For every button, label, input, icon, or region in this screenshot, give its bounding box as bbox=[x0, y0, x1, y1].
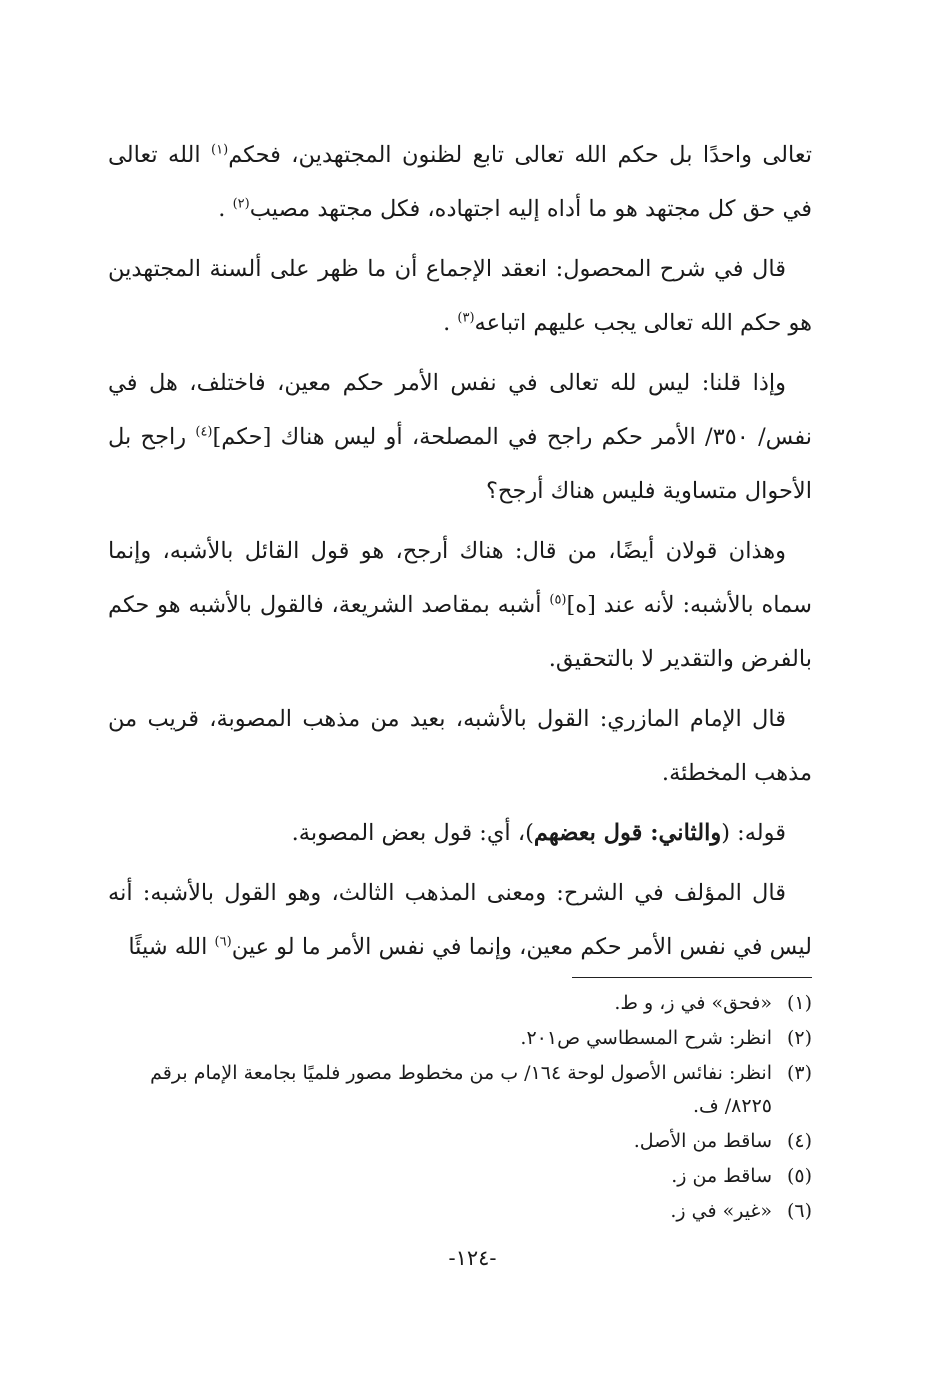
footnote-number: (٣) bbox=[786, 1062, 812, 1084]
footnote-ref-2[interactable]: (٢) bbox=[232, 196, 250, 212]
text-run: الله تعالى في حق كل مجتهد هو ما أداه إليه اجتهاده، فكل مجتهد مصيب bbox=[108, 142, 812, 222]
footnote-ref-5[interactable]: (٥) bbox=[549, 592, 567, 608]
footnote-item bbox=[108, 1125, 812, 1158]
footnote-item bbox=[108, 987, 812, 1020]
page-number: -١٢٤- bbox=[448, 1246, 497, 1270]
text-run: قال المؤلف في الشرح: ومعنى المذهب الثالث، وهو القول بالأشبه: أنه ليس في نفس الأمر حكم معين، وإنما في نفس الأمر ما لو عين bbox=[108, 880, 812, 960]
footnote-text: ساقط من ز. bbox=[671, 1165, 772, 1187]
footnote-number: (٦) bbox=[786, 1200, 812, 1222]
text-run: وإذا قلنا: ليس لله تعالى في نفس الأمر حكم معين، فاختلف، هل في نفس/ ٣٥٠/ الأمر حكم راجح في المصلحة، أو ليس هناك [حكم] bbox=[108, 370, 812, 450]
footnote-item bbox=[108, 1057, 812, 1123]
footnote-item bbox=[108, 1195, 812, 1228]
text-run: قال الإمام المازري: القول بالأشبه، بعيد من مذهب المصوبة، قريب من مذهب المخطئة. bbox=[108, 706, 812, 786]
footnote-number: (١) bbox=[786, 992, 812, 1014]
text-run: تعالى واحدًا بل حكم الله تعالى تابع لظنون المجتهدين، فحكم bbox=[228, 142, 812, 168]
footnote-ref-1[interactable]: (١) bbox=[211, 142, 229, 158]
text-run: . bbox=[218, 196, 233, 222]
text-run: أشبه بمقاصد الشريعة، فالقول بالأشبه هو حكم بالفرض والتقدير لا بالتحقيق. bbox=[108, 592, 812, 672]
footnote-ref-6[interactable]: (٦) bbox=[214, 934, 232, 950]
footnote-ref-3[interactable]: (٣) bbox=[457, 310, 475, 326]
text-run: راجح بل الأحوال متساوية فليس هناك أرجح؟ bbox=[108, 424, 812, 504]
footnote-text: «فحق» في ز، و ط. bbox=[614, 992, 772, 1014]
paragraph-1 bbox=[108, 128, 812, 236]
footnote-text: ساقط من الأصل. bbox=[633, 1130, 772, 1152]
footnote-item bbox=[108, 1160, 812, 1193]
paragraph-2 bbox=[108, 242, 812, 350]
text-run: الله شيئًا bbox=[128, 934, 215, 960]
paragraph-7 bbox=[108, 866, 812, 974]
footnote-number: (٥) bbox=[786, 1165, 812, 1187]
paragraph-4 bbox=[108, 524, 812, 686]
footnote-text: «غير» في ز. bbox=[670, 1200, 772, 1222]
text-run: )، أي: قول بعض المصوبة. bbox=[291, 820, 534, 846]
quoted-phrase: والثاني: قول بعضهم bbox=[533, 820, 722, 846]
footnote-divider bbox=[572, 977, 812, 978]
footnote-number: (٤) bbox=[786, 1130, 812, 1152]
footnote-number: (٢) bbox=[786, 1027, 812, 1049]
text-run: وهذان قولان أيضًا، من قال: هناك أرجح، هو قول القائل بالأشبه، وإنما سماه بالأشبه: لأنه عند [ه] bbox=[108, 538, 812, 618]
paragraph-3 bbox=[108, 356, 812, 518]
footnote-item bbox=[108, 1022, 812, 1055]
text-run: قال في شرح المحصول: انعقد الإجماع أن ما ظهر على ألسنة المجتهدين هو حكم الله تعالى يجب عليهم اتباعه bbox=[108, 256, 812, 336]
footnote-ref-4[interactable]: (٤) bbox=[195, 424, 213, 440]
footnote-text: انظر: شرح المسطاسي ص٢٠١. bbox=[520, 1027, 772, 1049]
text-run: . bbox=[443, 310, 458, 336]
text-run: قوله: ( bbox=[721, 820, 786, 846]
footnote-text: انظر: نفائس الأصول لوحة ١٦٤/ ب من مخطوط مصور فلميًا بجامعة الإمام برقم ٨٢٢٥/ ف. bbox=[150, 1062, 772, 1117]
footnotes bbox=[108, 987, 812, 1230]
paragraph-6 bbox=[108, 806, 812, 860]
main-text bbox=[108, 128, 812, 980]
paragraph-5 bbox=[108, 692, 812, 800]
